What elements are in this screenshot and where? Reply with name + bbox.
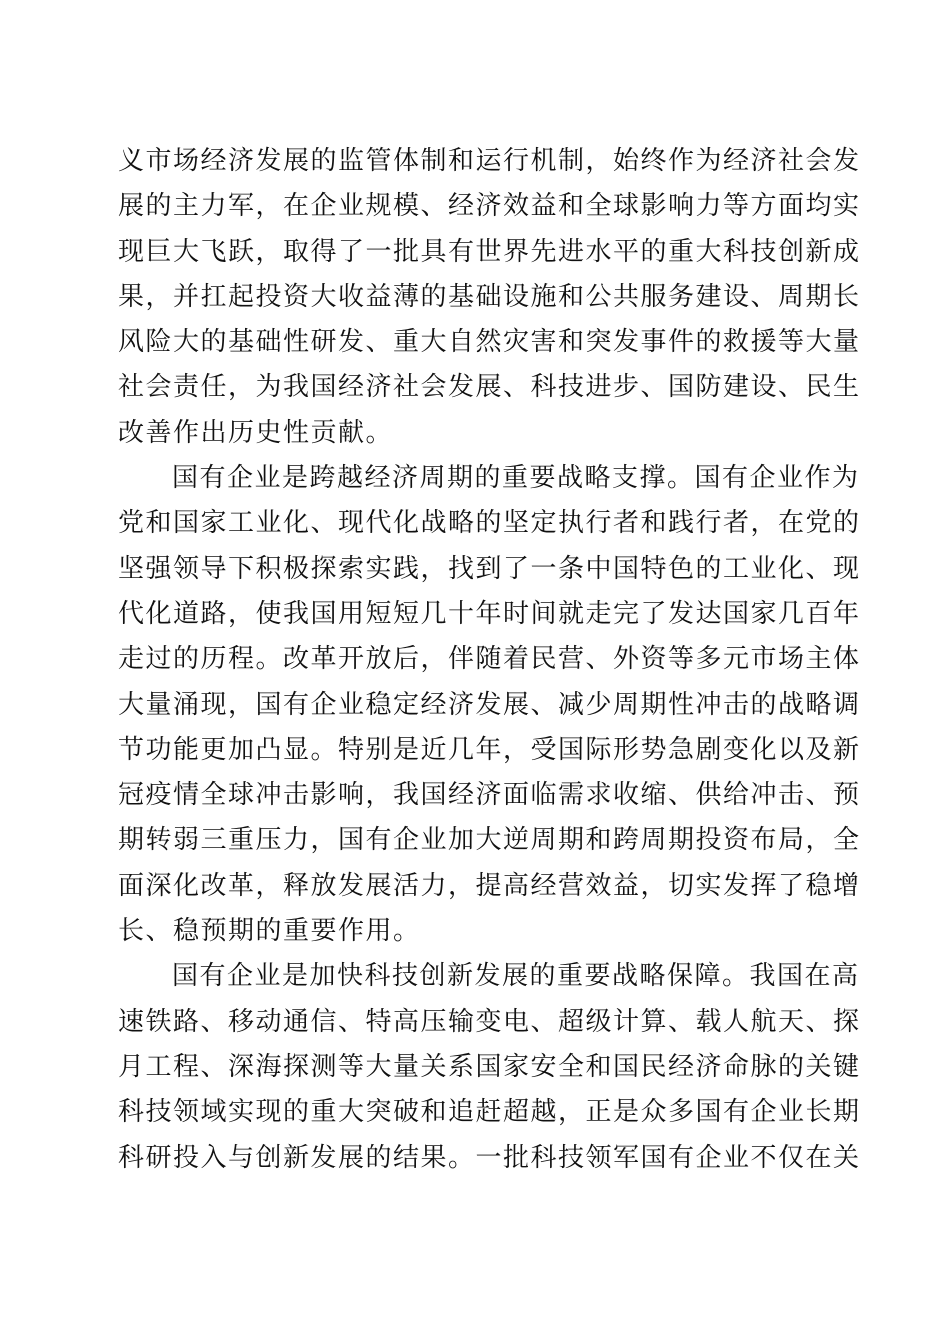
text-line: 现巨大飞跃，取得了一批具有世界先进水平的重大科技创新成 xyxy=(118,236,861,267)
text-line: 代化道路，使我国用短短几十年时间就走完了发达国家几百年 xyxy=(118,598,861,629)
text-line: 科研投入与创新发展的结果。一批科技领军国有企业不仅在关 xyxy=(118,1142,861,1173)
text-line: 月工程、深海探测等大量关系国家安全和国民经济命脉的关键 xyxy=(118,1051,861,1082)
text-line: 坚强领导下积极探索实践，找到了一条中国特色的工业化、现 xyxy=(118,553,861,584)
paragraph-2 xyxy=(118,456,861,954)
text-line: 义市场经济发展的监管体制和运行机制，始终作为经济社会发 xyxy=(118,146,861,176)
text-line: 节功能更加凸显。特别是近几年，受国际形势急剧变化以及新 xyxy=(118,734,861,765)
text-line: 果，并扛起投资大收益薄的基础设施和公共服务建设、周期长 xyxy=(118,281,861,312)
text-line: 国有企业是加快科技创新发展的重要战略保障。我国在高 xyxy=(172,961,860,992)
text-line: 冠疫情全球冲击影响，我国经济面临需求收缩、供给冲击、预 xyxy=(118,780,861,811)
text-line: 社会责任，为我国经济社会发展、科技进步、国防建设、民生 xyxy=(118,372,861,403)
paragraph-3 xyxy=(118,954,861,1180)
text-line: 国有企业是跨越经济周期的重要战略支撑。国有企业作为 xyxy=(172,463,860,494)
paragraph-1 xyxy=(118,139,861,456)
text-line: 大量涌现，国有企业稳定经济发展、减少周期性冲击的战略调 xyxy=(118,689,861,720)
text-line: 展的主力军，在企业规模、经济效益和全球影响力等方面均实 xyxy=(118,191,861,222)
text-line: 风险大的基础性研发、重大自然灾害和突发事件的救援等大量 xyxy=(118,327,861,358)
text-line: 走过的历程。改革开放后，伴随着民营、外资等多元市场主体 xyxy=(118,644,861,675)
text-line: 科技领域实现的重大突破和追赶超越，正是众多国有企业长期 xyxy=(118,1097,861,1128)
text-line: 速铁路、移动通信、特高压输变电、超级计算、载人航天、探 xyxy=(118,1006,861,1037)
text-line: 期转弱三重压力，国有企业加大逆周期和跨周期投资布局，全 xyxy=(118,825,861,856)
text-line: 改善作出历史性贡献。 xyxy=(118,417,394,448)
text-line: 面深化改革，释放发展活力，提高经营效益，切实发挥了稳增 xyxy=(118,870,861,901)
body-text xyxy=(118,139,861,1181)
text-line: 党和国家工业化、现代化战略的坚定执行者和践行者，在党的 xyxy=(118,508,861,539)
text-line: 长、稳预期的重要作用。 xyxy=(118,916,421,947)
